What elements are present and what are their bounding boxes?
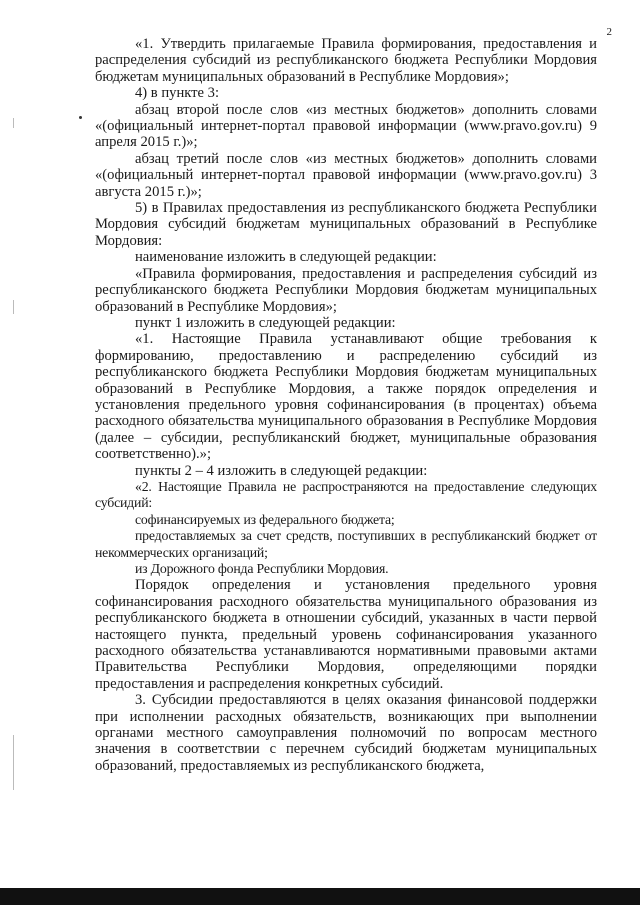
paragraph: «Правила формирования, предоставления и распределения субсидий из республиканского бюджета Республики Мордовия бюджетам муниципальных образований в Республике Мордовия»; bbox=[95, 265, 597, 315]
paragraph: из Дорожного фонда Республики Мордовия. bbox=[135, 561, 389, 576]
paragraph: 3. Субсидии предоставляются в целях оказания финансовой поддержки при исполнении расходных обязательств, возникающих при выполнении органами местного самоуправления полномочий по вопросам местного значения в соответствии с перечнем субсидий бюджетам муниципальных образований, предоставляемых из республиканского бюджета, bbox=[95, 692, 597, 774]
paragraph: софинансируемых из федерального бюджета; bbox=[135, 511, 395, 527]
scan-bottom-edge bbox=[0, 888, 640, 905]
paragraph: «1. Утвердить прилагаемые Правила формирования, предоставления и распределения субсидий из республиканского бюджета Республики Мордовия бюджетам муниципальных образований в Республике Мордовия»; bbox=[95, 36, 597, 85]
paragraph: 4) в пункте 3: bbox=[135, 85, 220, 102]
paragraph: Порядок определения и установления предельного уровня софинансирования расходного обязательства муниципального образования из республиканского бюджета в отношении субсидий, указанных в части первой настоящего пункта, предельный уровень софинансирования указанного расходного обязательства устанавливаются нормативными правовыми актами Правительства Республики Мордовия, определяющими порядки предоставления и распределения конкретных субсидий. bbox=[95, 577, 597, 692]
scan-dot-mark bbox=[79, 116, 82, 119]
paragraph: абзац третий после слов «из местных бюджетов» дополнить словами «(официальный интернет-портал правовой информации (www.pravo.gov.ru) 3 августа 2015 г.)»; bbox=[95, 150, 597, 200]
paragraph: «2. Настоящие Правила не распространяются на предоставление следующих субсидий: bbox=[95, 478, 597, 511]
document-body bbox=[95, 36, 597, 774]
paragraph: наименование изложить в следующей редакции: bbox=[135, 249, 437, 266]
paragraph: пункты 2 – 4 изложить в следующей редакции: bbox=[135, 462, 428, 479]
scan-edge-mark bbox=[13, 735, 14, 790]
paragraph: абзац второй после слов «из местных бюджетов» дополнить словами «(официальный интернет-портал правовой информации (www.pravo.gov.ru) 9 апреля 2015 г.)»; bbox=[95, 101, 597, 151]
paragraph: предоставляемых за счет средств, поступивших в республиканский бюджет от некоммерческих организаций; bbox=[95, 528, 597, 560]
paragraph: пункт 1 изложить в следующей редакции: bbox=[135, 314, 396, 331]
paragraph: 5) в Правилах предоставления из республиканского бюджета Республики Мордовия субсидий бюджетам муниципальных образований в Республике Мордовия: bbox=[95, 200, 597, 249]
page-number: 2 bbox=[606, 26, 612, 38]
scan-edge-mark bbox=[13, 300, 14, 314]
paragraph: «1. Настоящие Правила устанавливают общие требования к формированию, предоставлению и распределению субсидий из республиканского бюджета Республики Мордовия бюджетам муниципальных образований в Республике Мордовия, а также порядок определения и установления предельного уровня софинансирования (в процентах) объема расходного обязательства муниципального образования в Республике Мордовия (далее – субсидии, республиканский бюджет, муниципальные образования соответственно).»; bbox=[95, 331, 597, 463]
scan-edge-mark bbox=[13, 118, 14, 128]
